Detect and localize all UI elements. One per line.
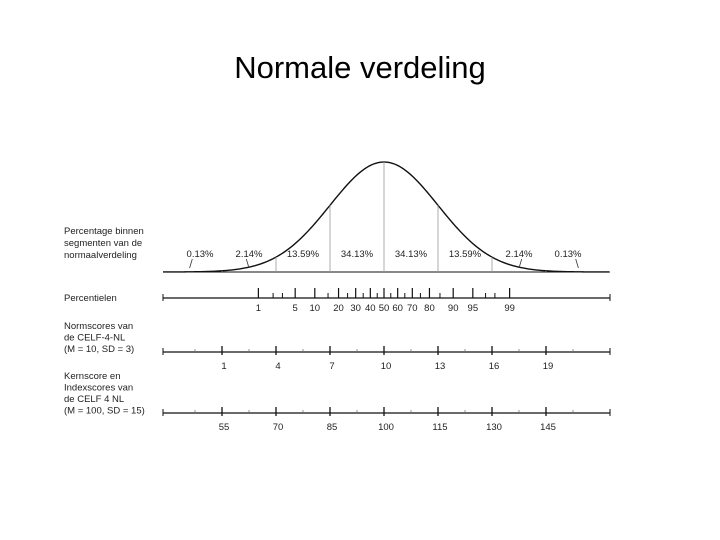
segment-percentage: 34.13% (394, 249, 428, 260)
score-tick-label: 13 (434, 361, 446, 372)
score-tick-label: 7 (329, 361, 335, 372)
score-tick-label: 115 (432, 422, 448, 433)
score-tick-label: 145 (540, 422, 556, 433)
score-tick-label: 130 (486, 422, 502, 433)
score-tick-label: 70 (272, 422, 284, 433)
scale-label: Normscores van (64, 321, 134, 332)
segment-row-label: segmenten van de (64, 238, 143, 249)
score-tick-label: 16 (488, 361, 500, 372)
score-tick-label: 10 (380, 361, 392, 372)
percentile-tick-label: 5 (292, 303, 298, 314)
score-tick-label: 85 (326, 422, 338, 433)
percentile-tick-label: 70 (407, 303, 418, 314)
segment-percentage: 2.14% (505, 249, 533, 260)
percentile-tick-label: 90 (447, 303, 459, 314)
percentile-tick-label: 60 (392, 303, 403, 314)
score-tick-label: 100 (378, 422, 394, 433)
segment-row-label: normaalverdeling (64, 250, 137, 261)
segment-percentage: 0.13% (186, 249, 214, 260)
percentile-tick-label: 50 (378, 303, 390, 314)
segment-percentage: 34.13% (340, 249, 374, 260)
percentile-tick-label: 80 (424, 303, 435, 314)
scale-label: de CELF-4-NL (64, 332, 126, 344)
percentile-tick-label: 20 (333, 303, 344, 314)
segment-percentage: 0.13% (554, 249, 582, 260)
segment-percentage: 2.14% (235, 249, 263, 260)
normal-curve (163, 162, 609, 272)
segment-row-label: Percentage binnen (64, 226, 144, 237)
pointer-arrow (246, 259, 249, 268)
score-tick-label: 19 (542, 361, 554, 372)
pointer-arrow (519, 259, 522, 268)
segment-percentage: 13.59% (286, 249, 320, 260)
score-tick-label: 1 (221, 361, 227, 372)
scale-label: Kernscore en (64, 371, 121, 382)
percentile-tick-label: 40 (365, 303, 376, 314)
percentile-tick-label: 10 (309, 303, 321, 314)
scale-label: Indexscores van (64, 382, 134, 394)
scale-label: (M = 100, SD = 15) (64, 405, 145, 417)
score-tick-label: 55 (218, 422, 230, 433)
score-tick-label: 4 (275, 361, 281, 372)
scale-label: Percentielen (64, 293, 117, 304)
pointer-arrow (576, 259, 579, 268)
scale-label: (M = 10, SD = 3) (64, 344, 135, 355)
percentile-tick-label: 1 (255, 303, 262, 314)
page-title: Normale verdeling (234, 50, 486, 85)
pointer-arrow (190, 259, 193, 268)
segment-percentage: 13.59% (448, 249, 482, 260)
percentile-tick-label: 95 (467, 303, 479, 314)
percentile-tick-label: 30 (350, 303, 361, 314)
percentile-tick-label: 99 (504, 303, 515, 314)
scale-label: de CELF 4 NL (64, 394, 125, 405)
